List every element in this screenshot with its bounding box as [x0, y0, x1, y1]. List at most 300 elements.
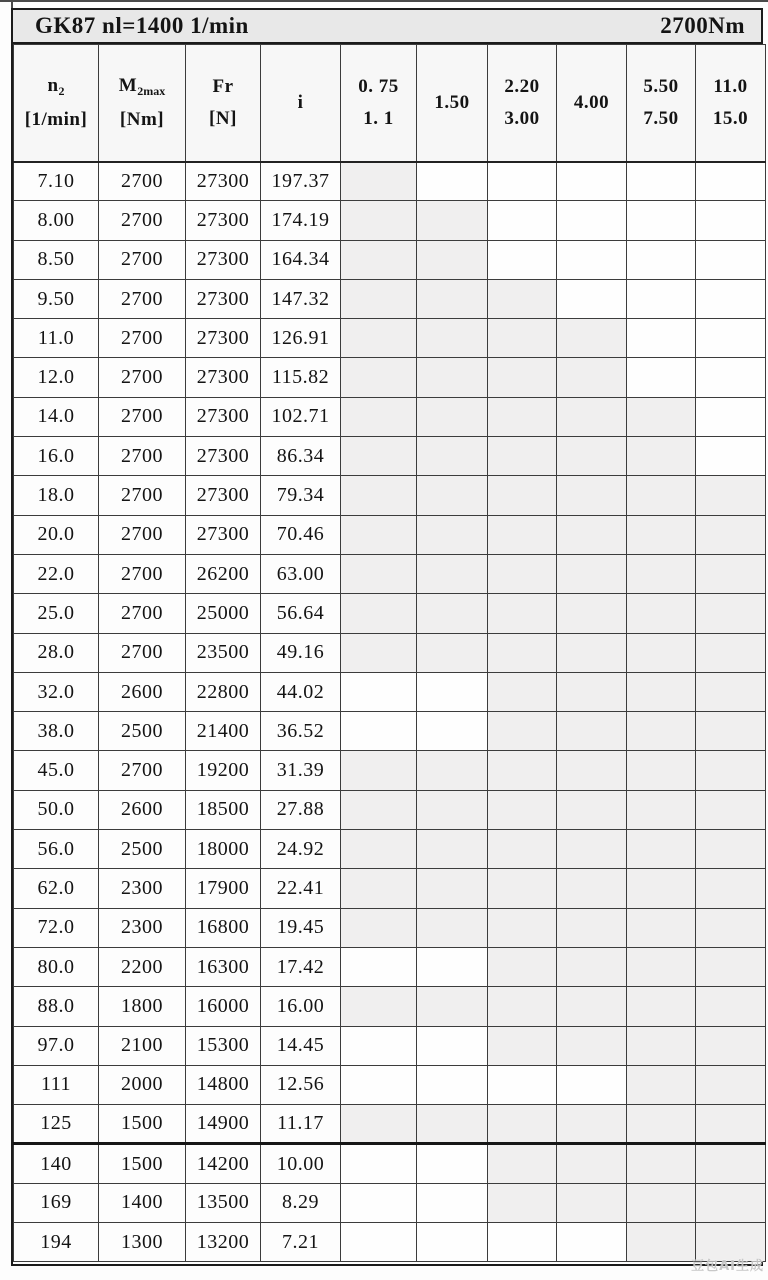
cell-n2: 169	[14, 1183, 99, 1222]
power-cell-11-0-15-0	[696, 476, 766, 515]
power-cell-2-20-3-00	[488, 790, 557, 829]
cell-n2: 25.0	[14, 594, 99, 633]
power-cell-1-50	[417, 712, 488, 751]
cell-fr: 13500	[186, 1183, 261, 1222]
cell-m2max: 2700	[99, 554, 186, 593]
cell-m2max: 2700	[99, 437, 186, 476]
table-row	[14, 1065, 766, 1104]
cell-n2: 140	[14, 1144, 99, 1183]
cell-m2max: 2700	[99, 397, 186, 436]
power-cell-11-0-15-0	[696, 947, 766, 986]
cell-m2max: 2700	[99, 279, 186, 318]
power-cell-2-20-3-00	[488, 397, 557, 436]
power-cell-4-00	[557, 1026, 627, 1065]
power-cell-4-00	[557, 1183, 627, 1222]
power-cell-5-50-7-50	[627, 279, 696, 318]
power-cell-5-50-7-50	[627, 319, 696, 358]
cell-n2: 12.0	[14, 358, 99, 397]
table-row	[14, 201, 766, 240]
cell-i: 86.34	[261, 437, 341, 476]
power-cell-0-75-1-1	[341, 1223, 417, 1262]
cell-n2: 56.0	[14, 830, 99, 869]
cell-fr: 23500	[186, 633, 261, 672]
power-cell-0-75-1-1	[341, 830, 417, 869]
power-cell-1-50	[417, 908, 488, 947]
cell-fr: 27300	[186, 201, 261, 240]
power-cell-1-50	[417, 1223, 488, 1262]
cell-m2max: 1800	[99, 987, 186, 1026]
power-cell-0-75-1-1	[341, 397, 417, 436]
power-cell-2-20-3-00	[488, 476, 557, 515]
cell-n2: 62.0	[14, 869, 99, 908]
cell-i: 70.46	[261, 515, 341, 554]
power-cell-4-00	[557, 869, 627, 908]
rating-table	[11, 8, 763, 1266]
power-cell-0-75-1-1	[341, 633, 417, 672]
cell-i: 126.91	[261, 319, 341, 358]
power-cell-4-00	[557, 162, 627, 201]
power-cell-2-20-3-00	[488, 947, 557, 986]
power-cell-0-75-1-1	[341, 1183, 417, 1222]
power-cell-11-0-15-0	[696, 201, 766, 240]
power-cell-11-0-15-0	[696, 1065, 766, 1104]
cell-n2: 22.0	[14, 554, 99, 593]
cell-m2max: 2700	[99, 515, 186, 554]
power-cell-4-00	[557, 987, 627, 1026]
power-cell-1-50	[417, 1065, 488, 1104]
table-row	[14, 1144, 766, 1183]
power-cell-4-00	[557, 437, 627, 476]
power-cell-2-20-3-00	[488, 1105, 557, 1144]
cell-m2max: 1500	[99, 1144, 186, 1183]
cell-m2max: 2700	[99, 319, 186, 358]
power-cell-2-20-3-00	[488, 554, 557, 593]
power-cell-11-0-15-0	[696, 279, 766, 318]
cell-m2max: 2500	[99, 830, 186, 869]
table-row	[14, 947, 766, 986]
power-cell-5-50-7-50	[627, 1065, 696, 1104]
table-row	[14, 437, 766, 476]
power-cell-4-00	[557, 319, 627, 358]
power-cell-0-75-1-1	[341, 515, 417, 554]
power-cell-11-0-15-0	[696, 1026, 766, 1065]
power-cell-2-20-3-00	[488, 515, 557, 554]
power-cell-1-50	[417, 554, 488, 593]
cell-i: 147.32	[261, 279, 341, 318]
table-row	[14, 869, 766, 908]
cell-i: 164.34	[261, 240, 341, 279]
cell-fr: 27300	[186, 397, 261, 436]
power-cell-4-00	[557, 633, 627, 672]
col-header-power-0-75-1-1: 0. 75 1. 1	[341, 45, 417, 162]
power-cell-4-00	[557, 594, 627, 633]
cell-n2: 38.0	[14, 712, 99, 751]
cell-fr: 27300	[186, 319, 261, 358]
table-row	[14, 908, 766, 947]
cell-fr: 14900	[186, 1105, 261, 1144]
cell-i: 49.16	[261, 633, 341, 672]
power-cell-1-50	[417, 1183, 488, 1222]
power-cell-2-20-3-00	[488, 1223, 557, 1262]
cell-n2: 7.10	[14, 162, 99, 201]
power-cell-2-20-3-00	[488, 437, 557, 476]
cell-i: 17.42	[261, 947, 341, 986]
table-row	[14, 712, 766, 751]
cell-m2max: 2700	[99, 751, 186, 790]
cell-i: 10.00	[261, 1144, 341, 1183]
power-cell-0-75-1-1	[341, 279, 417, 318]
power-cell-5-50-7-50	[627, 358, 696, 397]
power-cell-1-50	[417, 476, 488, 515]
power-cell-11-0-15-0	[696, 437, 766, 476]
power-cell-5-50-7-50	[627, 240, 696, 279]
power-cell-1-50	[417, 1026, 488, 1065]
cell-i: 8.29	[261, 1183, 341, 1222]
power-cell-4-00	[557, 201, 627, 240]
cell-fr: 17900	[186, 869, 261, 908]
power-cell-4-00	[557, 554, 627, 593]
power-cell-1-50	[417, 358, 488, 397]
cell-fr: 16000	[186, 987, 261, 1026]
col-header-power-2-20-3-00: 2.20 3.00	[488, 45, 557, 162]
power-cell-1-50	[417, 397, 488, 436]
cell-m2max: 2700	[99, 240, 186, 279]
cell-i: 56.64	[261, 594, 341, 633]
power-cell-1-50	[417, 240, 488, 279]
cell-n2: 111	[14, 1065, 99, 1104]
power-cell-0-75-1-1	[341, 358, 417, 397]
power-cell-5-50-7-50	[627, 594, 696, 633]
cell-m2max: 2700	[99, 633, 186, 672]
power-cell-11-0-15-0	[696, 162, 766, 201]
cell-fr: 16800	[186, 908, 261, 947]
power-cell-1-50	[417, 790, 488, 829]
power-cell-11-0-15-0	[696, 397, 766, 436]
power-cell-4-00	[557, 476, 627, 515]
power-cell-0-75-1-1	[341, 1105, 417, 1144]
cell-m2max: 2700	[99, 358, 186, 397]
cell-m2max: 1400	[99, 1183, 186, 1222]
cell-n2: 11.0	[14, 319, 99, 358]
power-cell-0-75-1-1	[341, 476, 417, 515]
table-row	[14, 1223, 766, 1262]
cell-n2: 125	[14, 1105, 99, 1144]
power-cell-11-0-15-0	[696, 830, 766, 869]
cell-i: 79.34	[261, 476, 341, 515]
power-cell-11-0-15-0	[696, 1144, 766, 1183]
table-row	[14, 830, 766, 869]
cell-m2max: 2200	[99, 947, 186, 986]
cell-i: 63.00	[261, 554, 341, 593]
power-cell-0-75-1-1	[341, 162, 417, 201]
table-row	[14, 162, 766, 201]
cell-n2: 194	[14, 1223, 99, 1262]
cell-fr: 26200	[186, 554, 261, 593]
power-cell-4-00	[557, 1223, 627, 1262]
table-row	[14, 358, 766, 397]
power-cell-5-50-7-50	[627, 1223, 696, 1262]
cell-n2: 88.0	[14, 987, 99, 1026]
power-cell-0-75-1-1	[341, 751, 417, 790]
cell-n2: 80.0	[14, 947, 99, 986]
cell-fr: 13200	[186, 1223, 261, 1262]
power-cell-4-00	[557, 240, 627, 279]
cell-m2max: 2300	[99, 869, 186, 908]
power-cell-1-50	[417, 437, 488, 476]
table-row	[14, 476, 766, 515]
power-cell-5-50-7-50	[627, 162, 696, 201]
cell-fr: 14200	[186, 1144, 261, 1183]
power-cell-2-20-3-00	[488, 279, 557, 318]
power-cell-5-50-7-50	[627, 397, 696, 436]
power-cell-1-50	[417, 1105, 488, 1144]
table-row	[14, 397, 766, 436]
cell-m2max: 2700	[99, 162, 186, 201]
table-body	[14, 162, 766, 1262]
table-row	[14, 240, 766, 279]
col-header-power-1-50: 1.50	[417, 45, 488, 162]
cell-fr: 25000	[186, 594, 261, 633]
power-cell-5-50-7-50	[627, 476, 696, 515]
power-cell-5-50-7-50	[627, 869, 696, 908]
power-cell-0-75-1-1	[341, 987, 417, 1026]
cell-n2: 20.0	[14, 515, 99, 554]
power-cell-2-20-3-00	[488, 201, 557, 240]
power-cell-1-50	[417, 672, 488, 711]
power-cell-0-75-1-1	[341, 790, 417, 829]
power-cell-5-50-7-50	[627, 908, 696, 947]
power-cell-4-00	[557, 947, 627, 986]
cell-n2: 8.50	[14, 240, 99, 279]
power-cell-5-50-7-50	[627, 1144, 696, 1183]
cell-i: 36.52	[261, 712, 341, 751]
power-cell-11-0-15-0	[696, 1105, 766, 1144]
power-cell-0-75-1-1	[341, 712, 417, 751]
power-cell-5-50-7-50	[627, 1026, 696, 1065]
power-cell-4-00	[557, 908, 627, 947]
power-cell-4-00	[557, 751, 627, 790]
power-cell-0-75-1-1	[341, 201, 417, 240]
ai-watermark: 豆包AI生成	[691, 1259, 764, 1274]
cell-m2max: 2600	[99, 790, 186, 829]
power-cell-0-75-1-1	[341, 1026, 417, 1065]
power-cell-1-50	[417, 319, 488, 358]
power-cell-0-75-1-1	[341, 1065, 417, 1104]
table-row	[14, 672, 766, 711]
power-cell-4-00	[557, 515, 627, 554]
power-cell-0-75-1-1	[341, 869, 417, 908]
cell-i: 27.88	[261, 790, 341, 829]
power-cell-5-50-7-50	[627, 947, 696, 986]
cell-i: 22.41	[261, 869, 341, 908]
power-cell-11-0-15-0	[696, 987, 766, 1026]
cell-n2: 16.0	[14, 437, 99, 476]
cell-m2max: 2700	[99, 476, 186, 515]
cell-n2: 14.0	[14, 397, 99, 436]
cell-i: 174.19	[261, 201, 341, 240]
cell-n2: 97.0	[14, 1026, 99, 1065]
power-cell-5-50-7-50	[627, 437, 696, 476]
cell-m2max: 1300	[99, 1223, 186, 1262]
power-cell-11-0-15-0	[696, 751, 766, 790]
spec-table	[13, 44, 766, 1262]
power-cell-1-50	[417, 830, 488, 869]
power-cell-4-00	[557, 672, 627, 711]
power-cell-11-0-15-0	[696, 869, 766, 908]
cell-fr: 21400	[186, 712, 261, 751]
table-row	[14, 515, 766, 554]
power-cell-4-00	[557, 790, 627, 829]
power-cell-2-20-3-00	[488, 908, 557, 947]
power-cell-4-00	[557, 1144, 627, 1183]
scan-edge-artifact	[0, 0, 768, 2]
cell-fr: 27300	[186, 358, 261, 397]
power-cell-5-50-7-50	[627, 515, 696, 554]
power-cell-1-50	[417, 947, 488, 986]
power-cell-5-50-7-50	[627, 712, 696, 751]
cell-m2max: 1500	[99, 1105, 186, 1144]
power-cell-5-50-7-50	[627, 201, 696, 240]
cell-i: 14.45	[261, 1026, 341, 1065]
cell-m2max: 2000	[99, 1065, 186, 1104]
col-header-m2max: $M_{2max}$ [Nm]	[99, 45, 186, 162]
power-cell-1-50	[417, 1144, 488, 1183]
table-row	[14, 1026, 766, 1065]
table-row	[14, 987, 766, 1026]
table-row	[14, 751, 766, 790]
power-cell-2-20-3-00	[488, 358, 557, 397]
power-cell-1-50	[417, 751, 488, 790]
cell-i: 7.21	[261, 1223, 341, 1262]
power-cell-2-20-3-00	[488, 672, 557, 711]
col-header-power-4-00: 4.00	[557, 45, 627, 162]
power-cell-4-00	[557, 279, 627, 318]
power-cell-5-50-7-50	[627, 554, 696, 593]
table-header	[14, 45, 766, 162]
power-cell-2-20-3-00	[488, 987, 557, 1026]
gear-model-speed-label: GK87 nl=1400 1/min	[35, 13, 249, 38]
power-cell-11-0-15-0	[696, 712, 766, 751]
power-cell-5-50-7-50	[627, 830, 696, 869]
power-cell-1-50	[417, 869, 488, 908]
cell-fr: 27300	[186, 279, 261, 318]
cell-m2max: 2700	[99, 201, 186, 240]
power-cell-4-00	[557, 830, 627, 869]
table-row	[14, 790, 766, 829]
cell-i: 102.71	[261, 397, 341, 436]
power-cell-11-0-15-0	[696, 672, 766, 711]
power-cell-0-75-1-1	[341, 240, 417, 279]
power-cell-4-00	[557, 358, 627, 397]
power-cell-5-50-7-50	[627, 987, 696, 1026]
power-cell-11-0-15-0	[696, 515, 766, 554]
power-cell-5-50-7-50	[627, 790, 696, 829]
power-cell-0-75-1-1	[341, 437, 417, 476]
table-row	[14, 279, 766, 318]
power-cell-0-75-1-1	[341, 672, 417, 711]
table-row	[14, 554, 766, 593]
power-cell-2-20-3-00	[488, 162, 557, 201]
power-cell-1-50	[417, 633, 488, 672]
col-header-power-5-50-7-50: 5.50 7.50	[627, 45, 696, 162]
cell-i: 11.17	[261, 1105, 341, 1144]
power-cell-2-20-3-00	[488, 1144, 557, 1183]
power-cell-1-50	[417, 987, 488, 1026]
cell-fr: 22800	[186, 672, 261, 711]
col-header-power-11-0-15-0: 11.0 15.0	[696, 45, 766, 162]
power-cell-11-0-15-0	[696, 790, 766, 829]
cell-m2max: 2500	[99, 712, 186, 751]
power-cell-2-20-3-00	[488, 830, 557, 869]
cell-m2max: 2100	[99, 1026, 186, 1065]
cell-n2: 28.0	[14, 633, 99, 672]
power-cell-11-0-15-0	[696, 633, 766, 672]
power-cell-2-20-3-00	[488, 1026, 557, 1065]
cell-n2: 72.0	[14, 908, 99, 947]
cell-fr: 14800	[186, 1065, 261, 1104]
cell-i: 31.39	[261, 751, 341, 790]
power-cell-2-20-3-00	[488, 751, 557, 790]
power-cell-2-20-3-00	[488, 1065, 557, 1104]
power-cell-5-50-7-50	[627, 672, 696, 711]
table-row	[14, 633, 766, 672]
cell-i: 197.37	[261, 162, 341, 201]
cell-n2: 9.50	[14, 279, 99, 318]
table-row	[14, 319, 766, 358]
power-cell-2-20-3-00	[488, 633, 557, 672]
cell-m2max: 2600	[99, 672, 186, 711]
power-cell-0-75-1-1	[341, 594, 417, 633]
power-cell-0-75-1-1	[341, 1144, 417, 1183]
table-title-bar	[13, 10, 761, 44]
table-row	[14, 1105, 766, 1144]
cell-m2max: 2700	[99, 594, 186, 633]
power-cell-1-50	[417, 515, 488, 554]
power-cell-1-50	[417, 594, 488, 633]
power-cell-0-75-1-1	[341, 947, 417, 986]
power-cell-11-0-15-0	[696, 554, 766, 593]
power-cell-4-00	[557, 1065, 627, 1104]
cell-fr: 27300	[186, 515, 261, 554]
header-row	[14, 45, 766, 162]
cell-n2: 45.0	[14, 751, 99, 790]
power-cell-11-0-15-0	[696, 319, 766, 358]
power-cell-4-00	[557, 397, 627, 436]
cell-i: 16.00	[261, 987, 341, 1026]
cell-fr: 18000	[186, 830, 261, 869]
cell-n2: 18.0	[14, 476, 99, 515]
cell-fr: 27300	[186, 437, 261, 476]
power-cell-1-50	[417, 201, 488, 240]
power-cell-4-00	[557, 712, 627, 751]
cell-i: 24.92	[261, 830, 341, 869]
power-cell-5-50-7-50	[627, 1105, 696, 1144]
cell-fr: 16300	[186, 947, 261, 986]
power-cell-11-0-15-0	[696, 908, 766, 947]
power-cell-0-75-1-1	[341, 908, 417, 947]
table-row	[14, 594, 766, 633]
power-cell-5-50-7-50	[627, 751, 696, 790]
cell-fr: 15300	[186, 1026, 261, 1065]
cell-n2: 32.0	[14, 672, 99, 711]
power-cell-11-0-15-0	[696, 358, 766, 397]
power-cell-2-20-3-00	[488, 319, 557, 358]
power-cell-2-20-3-00	[488, 712, 557, 751]
power-cell-5-50-7-50	[627, 633, 696, 672]
cell-n2: 8.00	[14, 201, 99, 240]
power-cell-4-00	[557, 1105, 627, 1144]
cell-i: 12.56	[261, 1065, 341, 1104]
